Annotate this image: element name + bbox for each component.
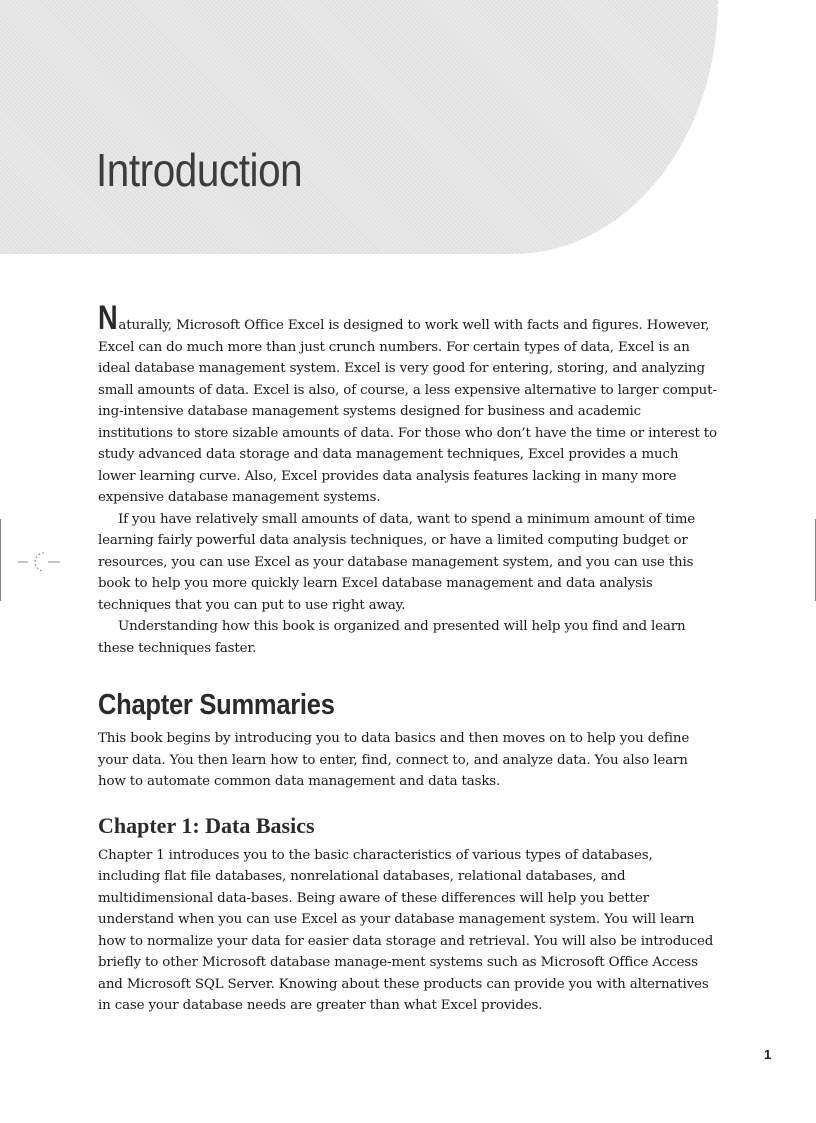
chapter-summaries-paragraph: This book begins by introducing you to data basics and then moves on to help you define your data. You then learn how to enter, find, connect to, and analyze data. You also learn how to automate common data management and data tasks. [98,731,690,789]
registration-mark-icon [18,550,60,574]
chapter-1-paragraph: Chapter 1 introduces you to the basic characteristics of various types of databases, including flat file databases, nonrelational databases, relational databases, and multidimensional data-bases. Being aware of these differences will help you better understand when you can use Excel as your database management system. You will learn how to normalize your data for easier data storage and retrieval. You will also be introduced briefly to other Microsoft database manage-ment systems such as Microsoft Office Access and Microsoft SQL Server. Knowing about these products can provide you with alternatives in case your database needs are greater than what Excel provides. [98,847,714,1013]
chapter-1-heading: Chapter 1: Data Basics [98,812,315,838]
intro-paragraph-1 [98,299,718,509]
chapter-summaries-heading: Chapter Summaries [98,689,335,721]
crop-mark-left [0,519,1,601]
chapter-title: Introduction [96,144,303,196]
drop-cap: N [98,299,118,337]
main-content [98,299,718,1017]
intro-paragraph-2: If you have relatively small amounts of data, want to spend a minimum amount of time learning fairly powerful data analysis techniques, or have a limited computing budget or resources, you can use Excel as your database management system, and you can use this book to help you more quickly learn Excel database management and data analysis techniques that you can put to use right away. [98,511,696,613]
intro-paragraph-3: Understanding how this book is organized and presented will help you find and learn these techniques faster. [98,619,686,656]
page-number: 1 [764,1047,772,1062]
chapter-banner [0,0,718,254]
intro-paragraph-1-text: aturally, Microsoft Office Excel is designed to work well with facts and figures. However, Excel can do much more than just crunch numbers. For certain types of data, Excel is an ideal database management system. Excel is very good for entering, storing, and analyzing small amounts of data. Excel is also, of course, a less expensive alternative to larger comput-ing-intensive database management systems designed for business and academic institutions to store sizable amounts of data. For those who don’t have the time or interest to study advanced data storage and data management techniques, Excel provides a much lower learning curve. Also, Excel provides data analysis features lacking in many more expensive database management systems. [98,318,717,505]
